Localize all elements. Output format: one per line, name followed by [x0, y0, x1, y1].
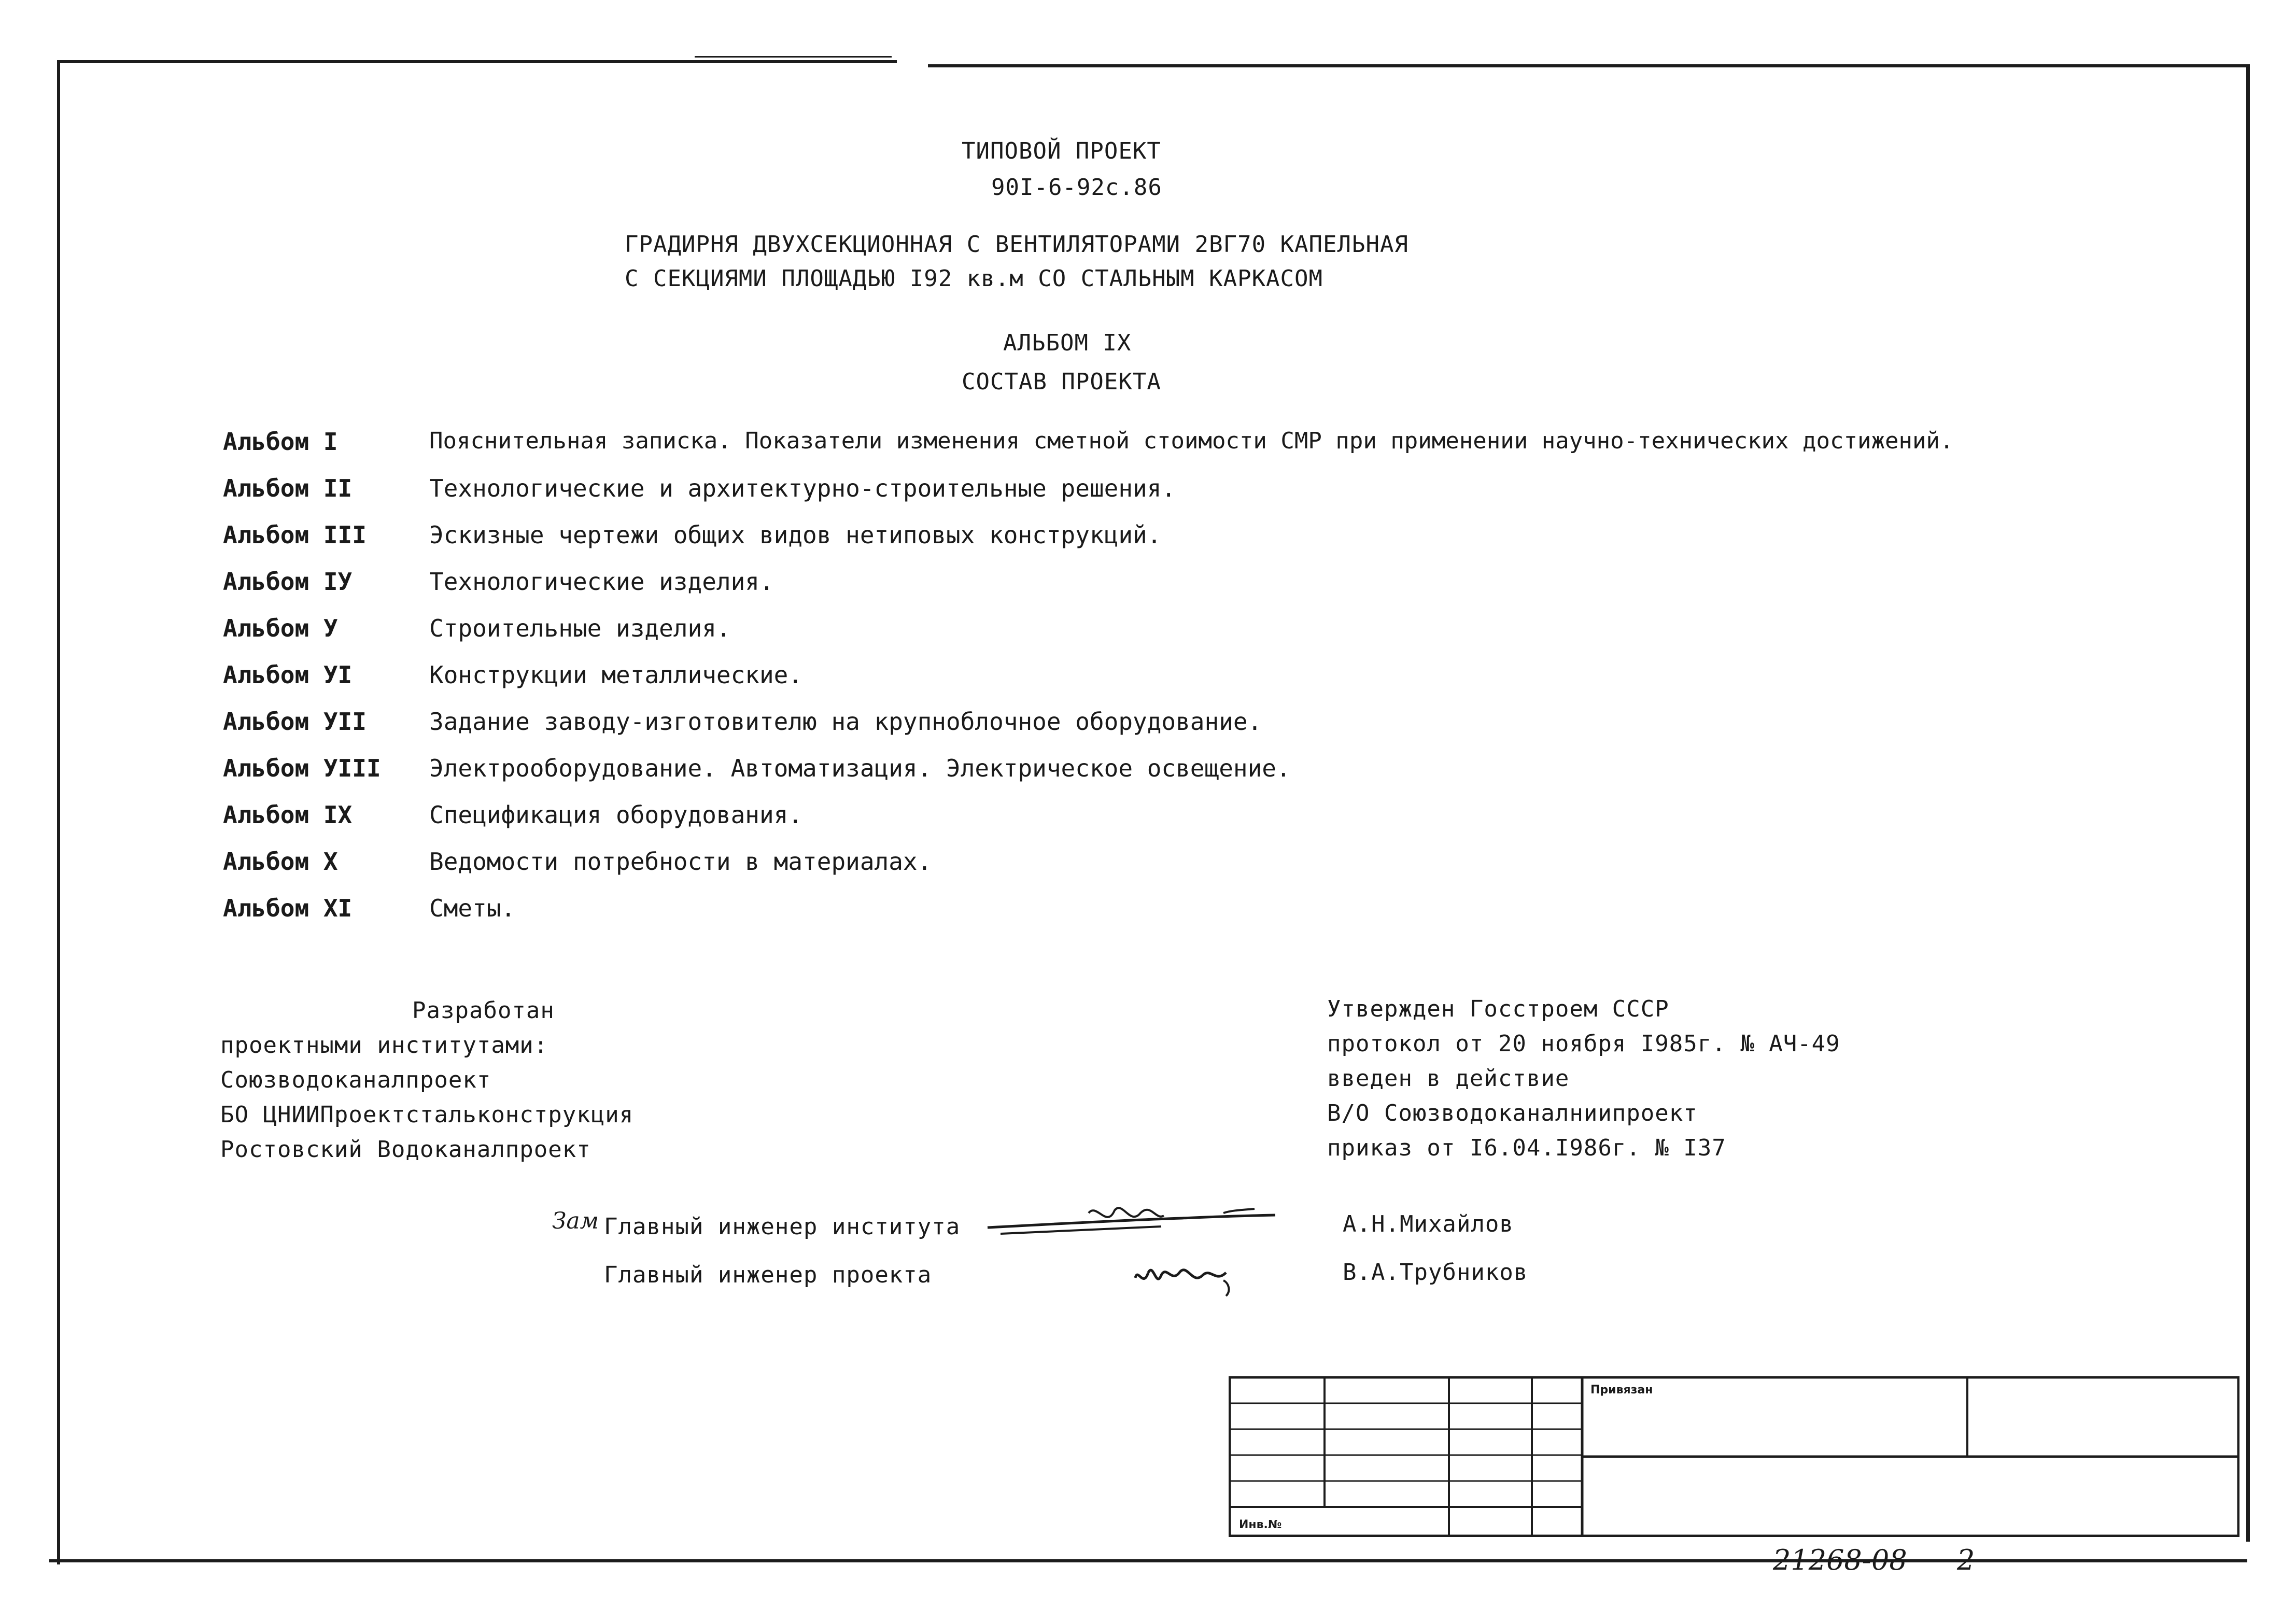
album-title: Технологические и архитектурно-строительные решения. [429, 474, 1176, 502]
approved-line4: В/О Союзводоканалниипроект [1327, 1100, 1698, 1126]
album-title: Ведомости потребности в материалах. [429, 848, 932, 876]
approved-line1: Утвержден Госстроем СССР [1327, 996, 1669, 1022]
chief-institute-label: Главный инженер института [604, 1214, 961, 1240]
inventory-label: Инв.№ [1239, 1518, 1282, 1531]
album-title: Сметы. [429, 894, 516, 922]
album-number: Альбом IX [223, 801, 353, 829]
album-number: Альбом II [223, 474, 353, 502]
album-number: Альбом III [223, 521, 367, 549]
title-block-grid [1229, 1376, 2239, 1537]
attached-label: Привязан [1590, 1384, 1653, 1397]
album-title: Строительные изделия. [429, 614, 731, 642]
signature-prefix: Зам [552, 1208, 599, 1234]
album-heading: АЛЬБОМ IX [1003, 330, 1132, 356]
approved-line3: введен в действие [1327, 1065, 1570, 1092]
album-number: Альбом X [223, 848, 338, 876]
signature-project [1130, 1252, 1244, 1299]
frame-bottom [49, 1559, 2247, 1562]
project-title-line1: ГРАДИРНЯ ДВУХСЕКЦИОННАЯ С ВЕНТИЛЯТОРАМИ 2ВГ70 КАПЕЛЬНАЯ [625, 231, 1408, 258]
developed-line2: Союзводоканалпроект [220, 1067, 491, 1093]
album-title: Конструкции металлические. [429, 661, 803, 689]
page-number: 2 [1957, 1544, 1975, 1576]
frame-top-mark [695, 56, 892, 58]
album-number: Альбом I [223, 428, 338, 456]
album-title: Эскизные чертежи общих видов нетиповых конструкций. [429, 521, 1162, 549]
developed-line1: проектными институтами: [220, 1032, 548, 1059]
approved-line2: протокол от 20 ноября I985г. № АЧ-49 [1327, 1031, 1840, 1057]
album-title: Пояснительная записка. Показатели изменения сметной стоимости СМР при применении научно-технических достижений. [429, 428, 1954, 454]
album-number: Альбом IУ [223, 568, 353, 596]
developed-heading: Разработан [412, 997, 555, 1024]
album-number: Альбом УIII [223, 754, 381, 782]
title-block [1229, 1376, 2239, 1537]
frame-right [2246, 64, 2250, 1542]
album-title: Спецификация оборудования. [429, 801, 803, 829]
album-title: Электрооборудование. Автоматизация. Электрическое освещение. [429, 754, 1291, 782]
signature-institute [985, 1197, 1286, 1244]
composition-heading: СОСТАВ ПРОЕКТА [962, 369, 1161, 395]
frame-top-left [57, 60, 897, 63]
album-number: Альбом У [223, 614, 338, 642]
album-number: Альбом УI [223, 661, 353, 689]
chief-project-label: Главный инженер проекта [604, 1262, 932, 1288]
album-number: Альбом XI [223, 894, 353, 922]
chief-project-name: В.А.Трубников [1343, 1259, 1528, 1286]
approved-line5: приказ от I6.04.I986г. № I37 [1327, 1135, 1726, 1161]
album-title: Задание заводу-изготовителю на крупноблочное оборудование. [429, 708, 1262, 736]
album-title: Технологические изделия. [429, 568, 774, 596]
frame-top-right [928, 64, 2250, 67]
frame-left [57, 60, 60, 1564]
document-code: 21268-08 [1773, 1544, 1907, 1576]
developed-line3: БО ЦНИИПроектстальконструкция [220, 1102, 634, 1128]
project-type: ТИПОВОЙ ПРОЕКТ [962, 138, 1161, 164]
chief-institute-name: А.Н.Михайлов [1343, 1211, 1514, 1237]
developed-line4: Ростовский Водоканалпроект [220, 1136, 591, 1163]
album-number: Альбом УII [223, 708, 367, 736]
project-number: 90I-6-92с.86 [991, 174, 1162, 201]
project-title-line2: С СЕКЦИЯМИ ПЛОЩАДЬЮ I92 кв.м СО СТАЛЬНЫМ КАРКАСОМ [625, 265, 1323, 292]
